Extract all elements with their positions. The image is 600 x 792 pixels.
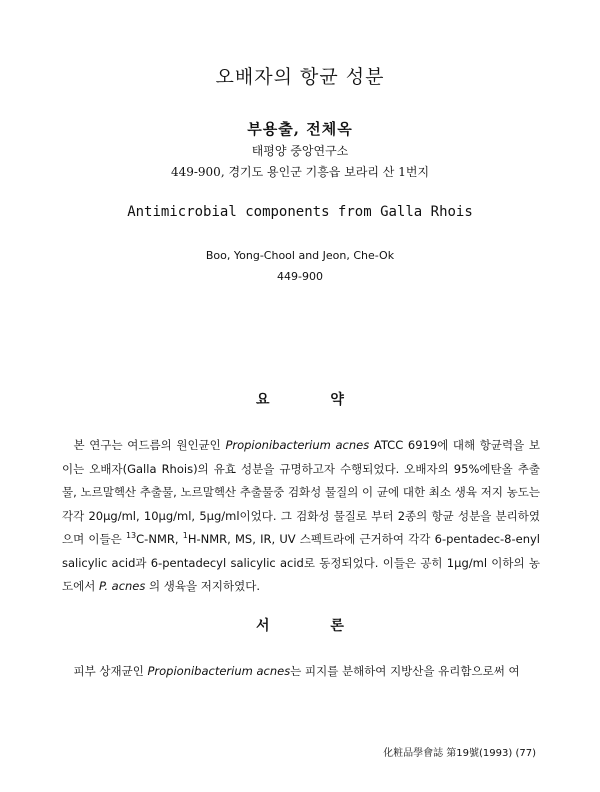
postal-code-english: 449-900 (277, 270, 323, 283)
abstract-text-d: H-NMR, MS, IR, UV 스펙트라에 근거하여 각각 6-pentadec-8-enyl salicylic acid과 6-pentadecyl salicylic acid로 동정되었다. 이들은 공히 1μg/ml 이하의 농도에서 (62, 532, 540, 593)
abstract-heading: 요 약 (256, 392, 372, 408)
abstract-text-a: 본 연구는 여드름의 원인균인 (73, 438, 226, 452)
paper-title-korean: 오배자의 항균 성분 (215, 66, 385, 88)
paper-title-english: Antimicrobial components from Galla Rhois (127, 204, 473, 220)
intro-text-b: 는 피지를 분해하여 지방산을 유리함으로써 여 (290, 664, 520, 678)
superscript-1: 1 (182, 531, 188, 541)
intro-species-name: Propionibacterium acnes (147, 664, 291, 678)
superscript-13: 13 (125, 531, 137, 541)
species-name-short: P. acnes (98, 579, 146, 593)
affiliation-korean: 태평양 중앙연구소 (251, 144, 349, 158)
introduction-paragraph (62, 660, 540, 684)
authors-korean: 부용출, 전체옥 (247, 120, 353, 138)
journal-footer: 化粧品學會誌 第19號(1993) (77) (383, 748, 536, 759)
abstract-text-b: ATCC 6919에 대해 항균력을 보이는 오배자(Galla Rhois)의 유효 성분을 규명하고자 수행되었다. 오배자의 95%에탄올 추출물, 노르말헥산 추출물, 노르말헥산 추출물중 검화성 물질의 이 균에 대한 최소 생육 저지 농도는 각각 20μg/ml, 10μg/ml, 5μg/ml이었다. 그 검화성 물질로 부터 2종의 항균 성분을 분리하였으며 이들은 (62, 438, 540, 546)
abstract-text-e: 의 생육을 저지하였다. (145, 579, 260, 593)
intro-text-a: 피부 상재균인 (73, 664, 148, 678)
abstract-paragraph (62, 434, 540, 599)
authors-english: Boo, Yong-Chool and Jeon, Che-Ok (205, 249, 395, 262)
species-name: Propionibacterium acnes (225, 438, 370, 452)
introduction-heading: 서 론 (256, 618, 372, 634)
address-korean: 449-900, 경기도 용인군 기흥읍 보라리 산 1번지 (170, 165, 430, 179)
abstract-text-c: C-NMR, (136, 532, 183, 546)
